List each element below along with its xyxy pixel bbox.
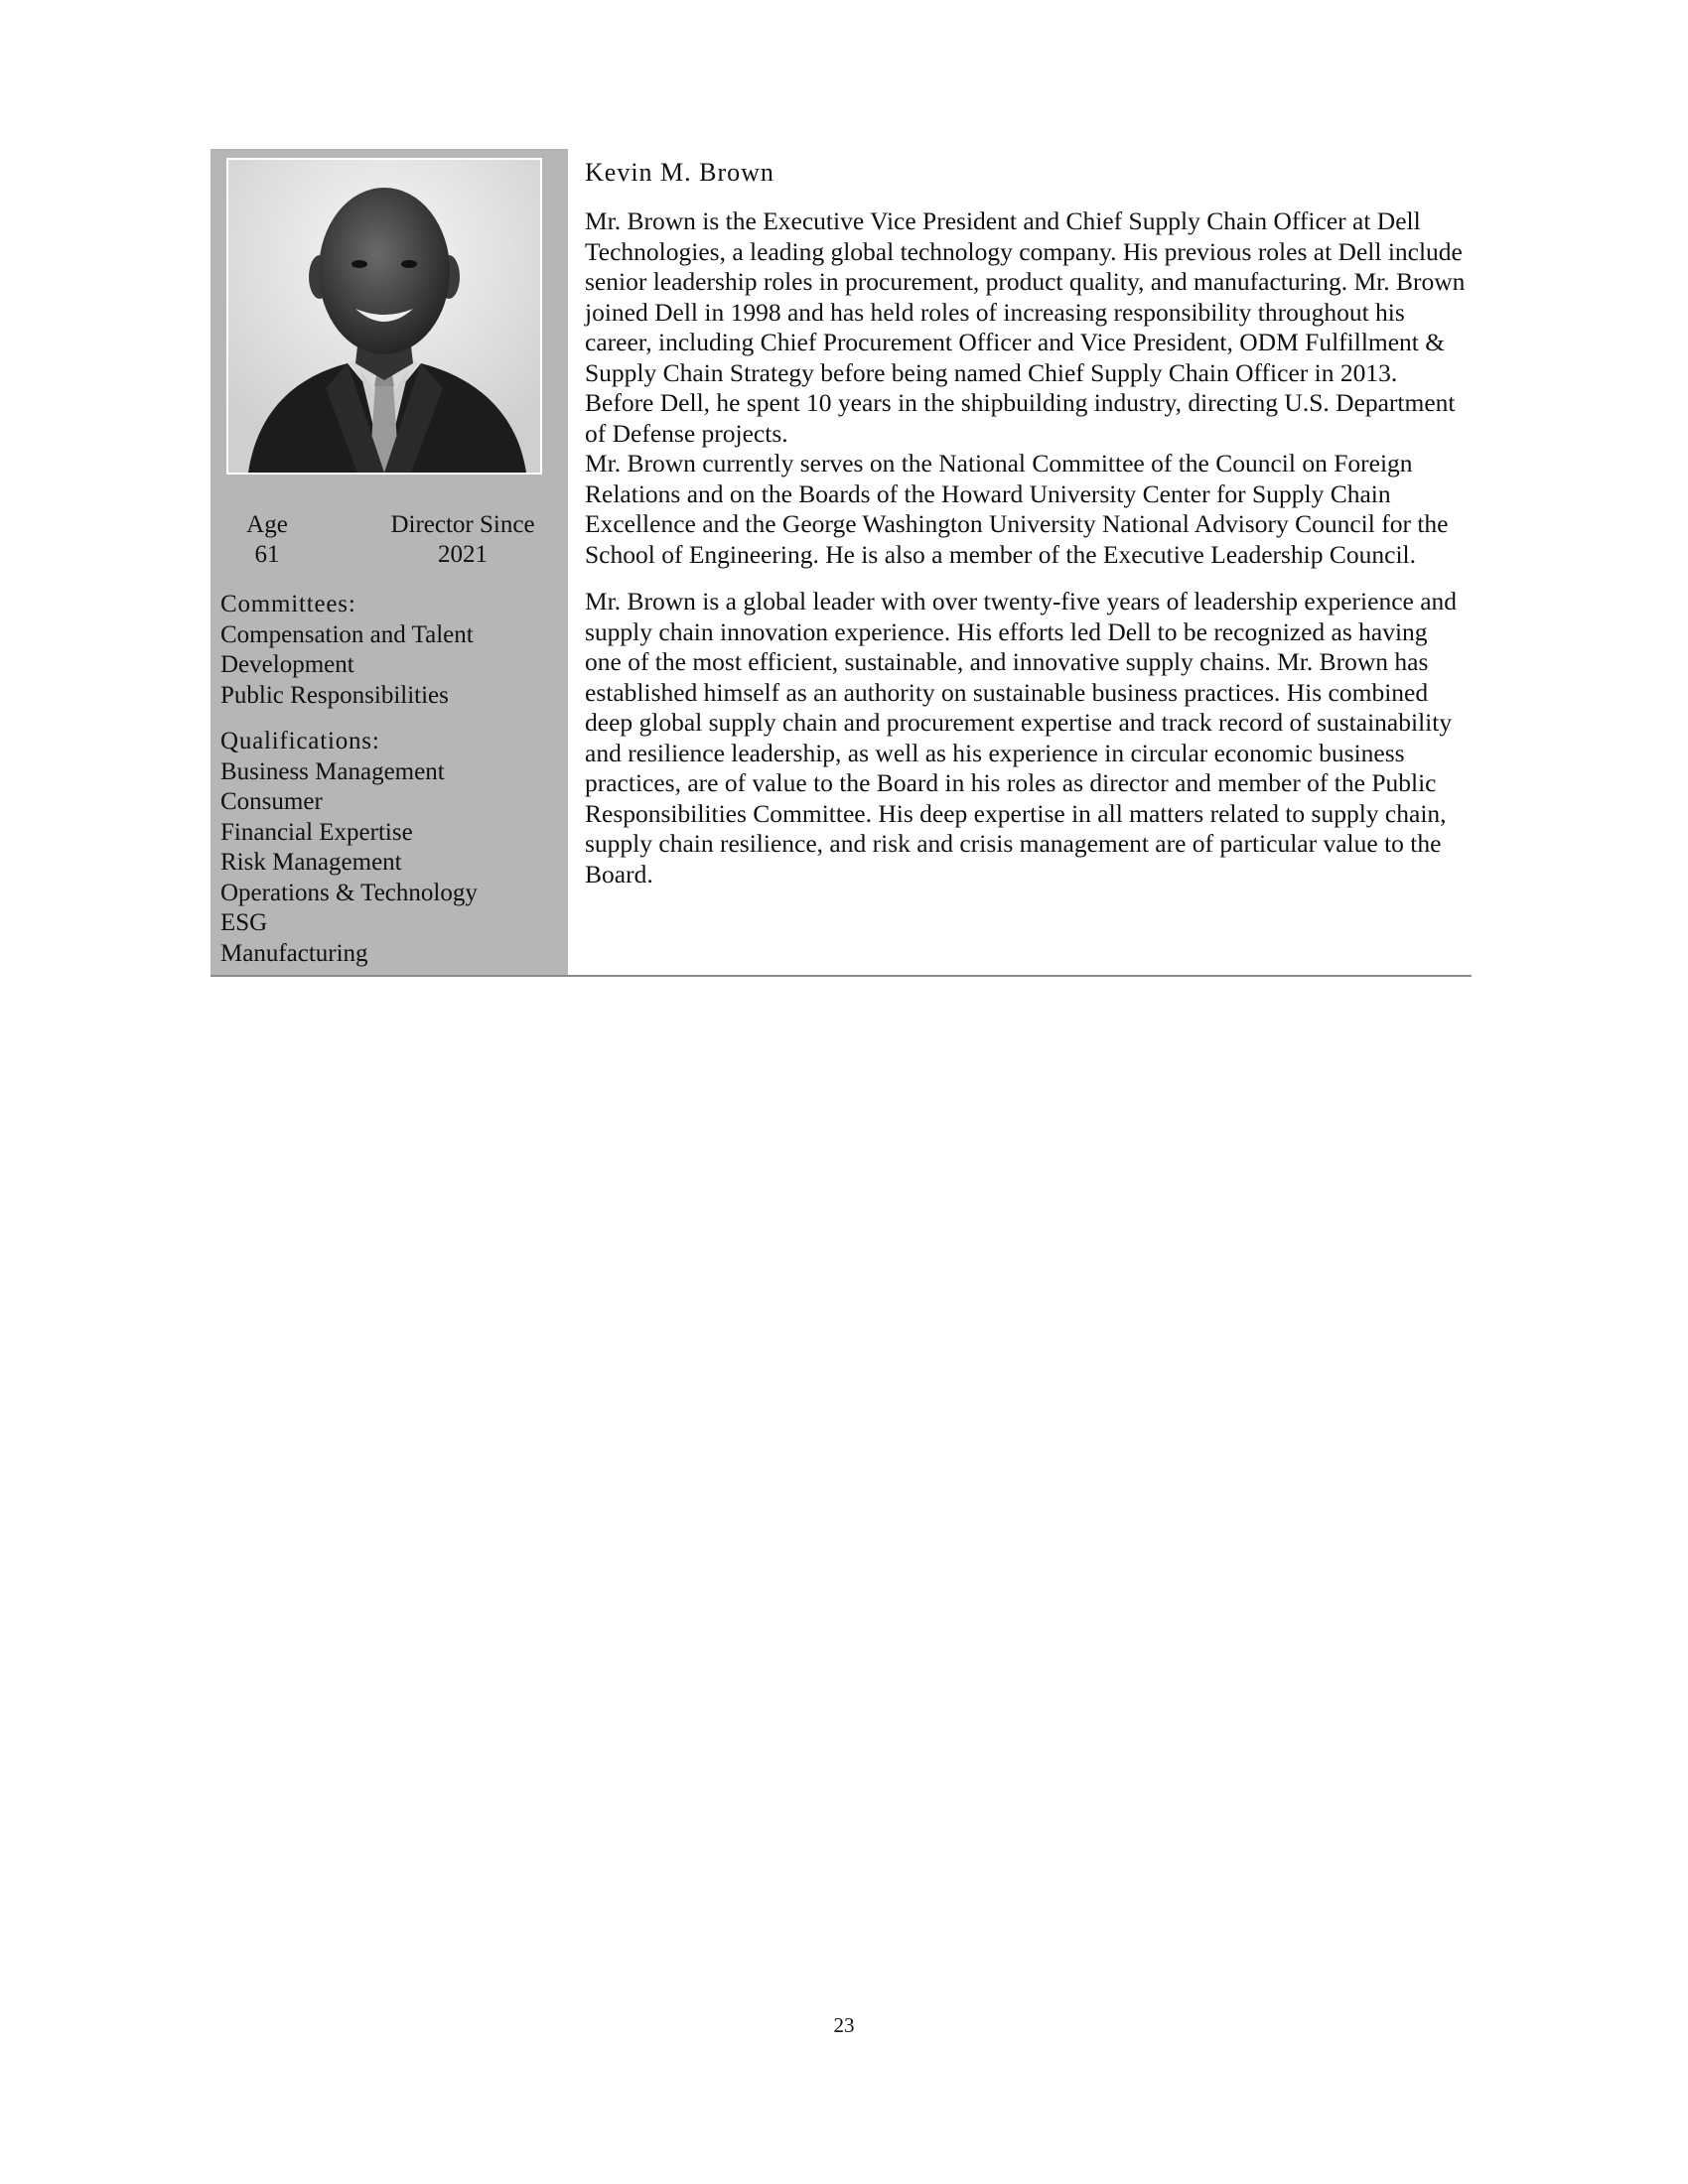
bio-paragraph-1: Mr. Brown is the Executive Vice President and Chief Supply Chain Officer at Dell Technologies, a leading global technology company. His previous roles at Dell include senior leadership roles in procurement, product quality, and manufacturing. Mr. Brown joined Dell in 1998 and has held roles of increasing responsibility throughout his career, including Chief Procurement Officer and Vice President, ODM Fulfillment & Supply Chain Strategy before being named Chief Supply Chain Officer in 2013. Before Dell, he spent 10 years in the shipbuilding industry, directing U.S. Department of Defense projects. [585, 206, 1466, 448]
director-bio [585, 157, 1469, 889]
director-name: Kevin M. Brown [585, 158, 774, 187]
director-photo [226, 158, 542, 475]
page-number: 23 [833, 2013, 855, 2037]
director-profile [211, 149, 1472, 977]
committees-section [220, 590, 563, 711]
qualification-item: Financial Expertise [220, 818, 413, 846]
director-since-value: 2021 [438, 541, 488, 568]
qualification-item: Consumer [220, 788, 323, 815]
committees-list [220, 620, 563, 712]
qualification-item: Business Management [220, 757, 445, 785]
qualification-item: ESG [220, 909, 268, 936]
director-since-label: Director Since [390, 511, 535, 538]
age-stat [232, 510, 302, 570]
committee-item: Public Responsibilities [220, 681, 449, 709]
qualification-item: Manufacturing [220, 939, 368, 967]
qualification-item: Risk Management [220, 849, 402, 876]
age-label: Age [246, 511, 288, 538]
director-sidebar [211, 149, 568, 975]
qualifications-section [220, 727, 563, 969]
qualifications-list [220, 757, 563, 970]
committee-item: Compensation and Talent Development [220, 620, 474, 678]
bio-paragraph-3: Mr. Brown is a global leader with over twenty-five years of leadership experience and supply chain innovation experience. His efforts led Dell to be recognized as having one of the most efficient, sustainable, and innovative supply chains. Mr. Brown has established himself as an authority on sustainable business practices. His combined deep global supply chain and procurement expertise and track record of sustainability and resilience leadership, as well as his experience in circular economic business practices, are of value to the Board in his roles as director and member of the Public Responsibilities Committee. His deep expertise in all matters related to supply chain, supply chain resilience, and risk and crisis management are of particular value to the Board. [585, 587, 1458, 888]
age-value: 61 [254, 541, 280, 568]
director-since-stat [377, 510, 548, 570]
bio-paragraph-2: Mr. Brown currently serves on the National Committee of the Council on Foreign Relations and on the Boards of the Howard University Center for Supply Chain Excellence and the George Washington University National Advisory Council for the School of Engineering. He is also a member of the Executive Leadership Council. [585, 449, 1449, 569]
committees-heading: Committees: [220, 591, 356, 617]
qualification-item: Operations & Technology [220, 879, 478, 906]
qualifications-heading: Qualifications: [220, 728, 380, 754]
